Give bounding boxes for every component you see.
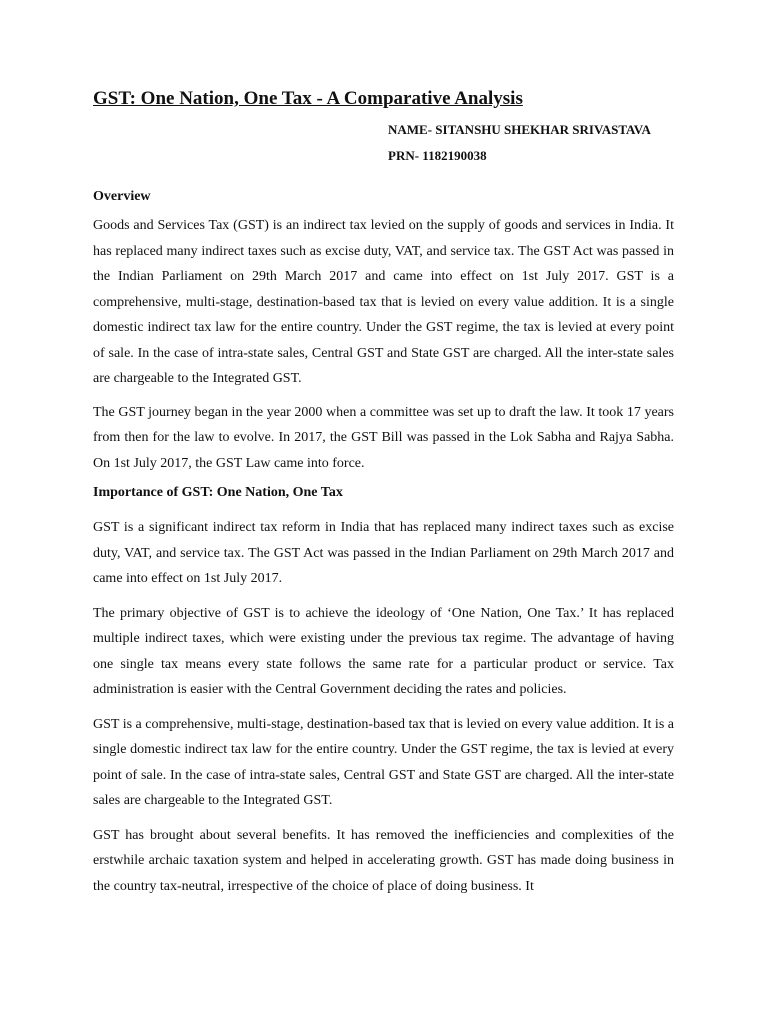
- author-prn: PRN- 1182190038: [388, 148, 487, 163]
- importance-paragraph: GST is a comprehensive, multi-stage, destination-based tax that is levied on every value addition. It is a single domestic indirect tax law for the entire country. Under the GST regime, the tax is levied at every point of sale. In the case of intra-state sales, Central GST and State GST are charged. All the inter-state sales are chargeable to the Integrated GST.: [93, 716, 674, 808]
- overview-paragraph: Goods and Services Tax (GST) is an indirect tax levied on the supply of goods and services in India. It has replaced many indirect taxes such as excise duty, VAT, and service tax. The GST Act was passed in the Indian Parliament on 29th March 2017 and came into effect on 1st July 2017. GST is a comprehensive, multi-stage, destination-based tax that is levied on every value addition. It is a single domestic indirect tax law for the entire country. Under the GST regime, the tax is levied at every point of sale. In the case of intra-state sales, Central GST and State GST are charged. All the inter-state sales are chargeable to the Integrated GST.: [93, 218, 674, 386]
- document-page: [93, 87, 674, 899]
- importance-heading: Importance of GST: One Nation, One Tax: [93, 485, 343, 500]
- importance-paragraph: GST is a significant indirect tax reform in India that has replaced many indirect taxes such as excise duty, VAT, and service tax. The GST Act was passed in the Indian Parliament on 29th March 2017 and came into effect on 1st July 2017.: [93, 520, 674, 586]
- overview-paragraph: The GST journey began in the year 2000 when a committee was set up to draft the law. It took 17 years from then for the law to evolve. In 2017, the GST Bill was passed in the Lok Sabha and Rajya Sabha. On 1st July 2017, the GST Law came into force.: [93, 404, 674, 471]
- importance-paragraph: The primary objective of GST is to achieve the ideology of ‘One Nation, One Tax.’ It has replaced multiple indirect taxes, which were existing under the previous tax regime. The advantage of having one single tax means every state follows the same rate for a particular product or service. Tax administration is easier with the Central Government deciding the rates and policies.: [93, 605, 674, 697]
- document-title: GST: One Nation, One Tax - A Comparative Analysis: [93, 88, 523, 109]
- importance-paragraph: GST has brought about several benefits. It has removed the inefficiencies and complexities of the erstwhile archaic taxation system and helped in accelerating growth. GST has made doing business in the country tax-neutral, irrespective of the choice of place of doing business. It: [93, 827, 674, 894]
- overview-heading: Overview: [93, 189, 151, 204]
- author-name: NAME- SITANSHU SHEKHAR SRIVASTAVA: [388, 122, 651, 137]
